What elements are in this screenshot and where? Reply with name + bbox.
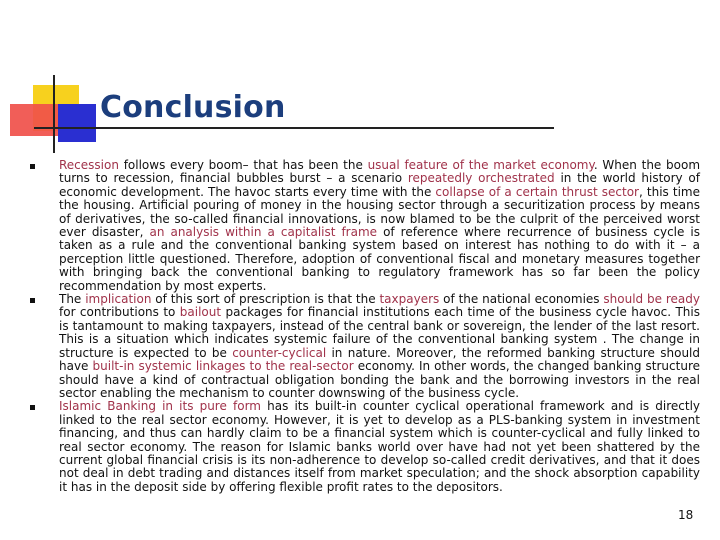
bullet-1-text bbox=[59, 158, 700, 293]
text-segment: The bbox=[59, 292, 86, 307]
highlighted-phrase: should be ready bbox=[603, 292, 700, 307]
square-bullet-icon bbox=[30, 164, 35, 169]
text-segment: in the world history of economic development. The havoc starts every time with the bbox=[59, 171, 700, 199]
page-number: 18 bbox=[678, 508, 694, 522]
highlighted-phrase: repeatedly orchestrated bbox=[407, 171, 555, 186]
text-segment: of reference where recurrence of business cycle is taken as a rule and the conventional banking system based on interest has nothing to do with it – a perception little questioned. Therefore, adoption of conventional fiscal and monetary measures together with bringing back the conventional banking to regulatory framework has so far been the policy recommendation by most experts. bbox=[59, 225, 700, 293]
bullet-item-1 bbox=[30, 159, 700, 293]
highlighted-phrase: counter-cyclical bbox=[232, 345, 327, 360]
text-segment: in nature. Moreover, the reformed banking structure should have bbox=[59, 345, 700, 374]
highlighted-phrase: usual feature of the market economy bbox=[367, 158, 594, 172]
text-segment: , this time the housing. Artificial pouring of money in the housing sector through a securitization process by means of derivatives, the so-called financial innovations, is now blamed to be the culprit of the perceived worst ever disaster, bbox=[59, 184, 700, 240]
square-bullet-icon bbox=[30, 298, 35, 303]
highlighted-phrase: built-in systemic linkages to the real-sector bbox=[92, 359, 354, 374]
text-segment: packages for financial institutions each time of the business cycle havoc. This is tantamount to making taxpayers, instead of the central bank or sovereign, the lender of the last resort. This is a situation which indicates systemic failure of the conventional banking system . The change in structure is expected to be bbox=[59, 305, 700, 360]
decor-blue-square bbox=[58, 104, 96, 142]
highlighted-phrase: an analysis within a capitalist frame bbox=[149, 225, 378, 240]
decor-red-square bbox=[10, 104, 58, 136]
text-segment: economy. In other words, the changed banking structure should have a kind of contractual obligation bonding the bank and the borrowing investors in the real sector enabling the mechanism to counter downswing of the business cycle. bbox=[59, 359, 700, 400]
title-underline bbox=[34, 127, 554, 129]
highlighted-phrase: implication bbox=[85, 292, 152, 307]
text-segment: for contributions to bbox=[59, 305, 180, 320]
text-segment: of this sort of prescription is that the bbox=[151, 292, 380, 307]
highlighted-phrase: taxpayers bbox=[379, 292, 440, 307]
highlighted-phrase: collapse of a certain thrust sector bbox=[435, 184, 639, 199]
bullet-2-text bbox=[59, 292, 700, 400]
highlighted-phrase: Islamic Banking in its pure form bbox=[59, 399, 261, 414]
text-segment: of the national economies bbox=[439, 292, 604, 307]
highlighted-phrase: bailout bbox=[179, 305, 222, 320]
bullet-item-3 bbox=[30, 400, 700, 494]
slide-title: Conclusion bbox=[100, 90, 286, 125]
decor-vertical-line bbox=[53, 75, 55, 153]
text-segment: . When the boom turns to recession, financial bubbles burst – a scenario bbox=[59, 158, 701, 186]
highlighted-phrase: Recession bbox=[59, 158, 124, 172]
bullet-3-text bbox=[59, 399, 700, 493]
square-bullet-icon bbox=[30, 405, 35, 410]
bullet-list bbox=[30, 159, 700, 494]
text-segment: has its built-in counter cyclical operational framework and is directly linked to the real sector economy. However, it is yet to develop as a PLS-banking system in investment financing, and thus can hardly claim to be a financial system which is counter-cyclical and fully linked to real sector economy. The reason for Islamic banks world over have had not yet been shattered by the current global financial crisis is its non-adherence to develop so-called credit derivatives, and that it does not deal in debt trading and distances itself from market speculation; and the shock absorption capability it has in the deposit side by offering flexible profit rates to the depositors. bbox=[59, 399, 700, 494]
text-segment: follows every boom– that has been the bbox=[123, 158, 368, 172]
bullet-item-2 bbox=[30, 293, 700, 400]
